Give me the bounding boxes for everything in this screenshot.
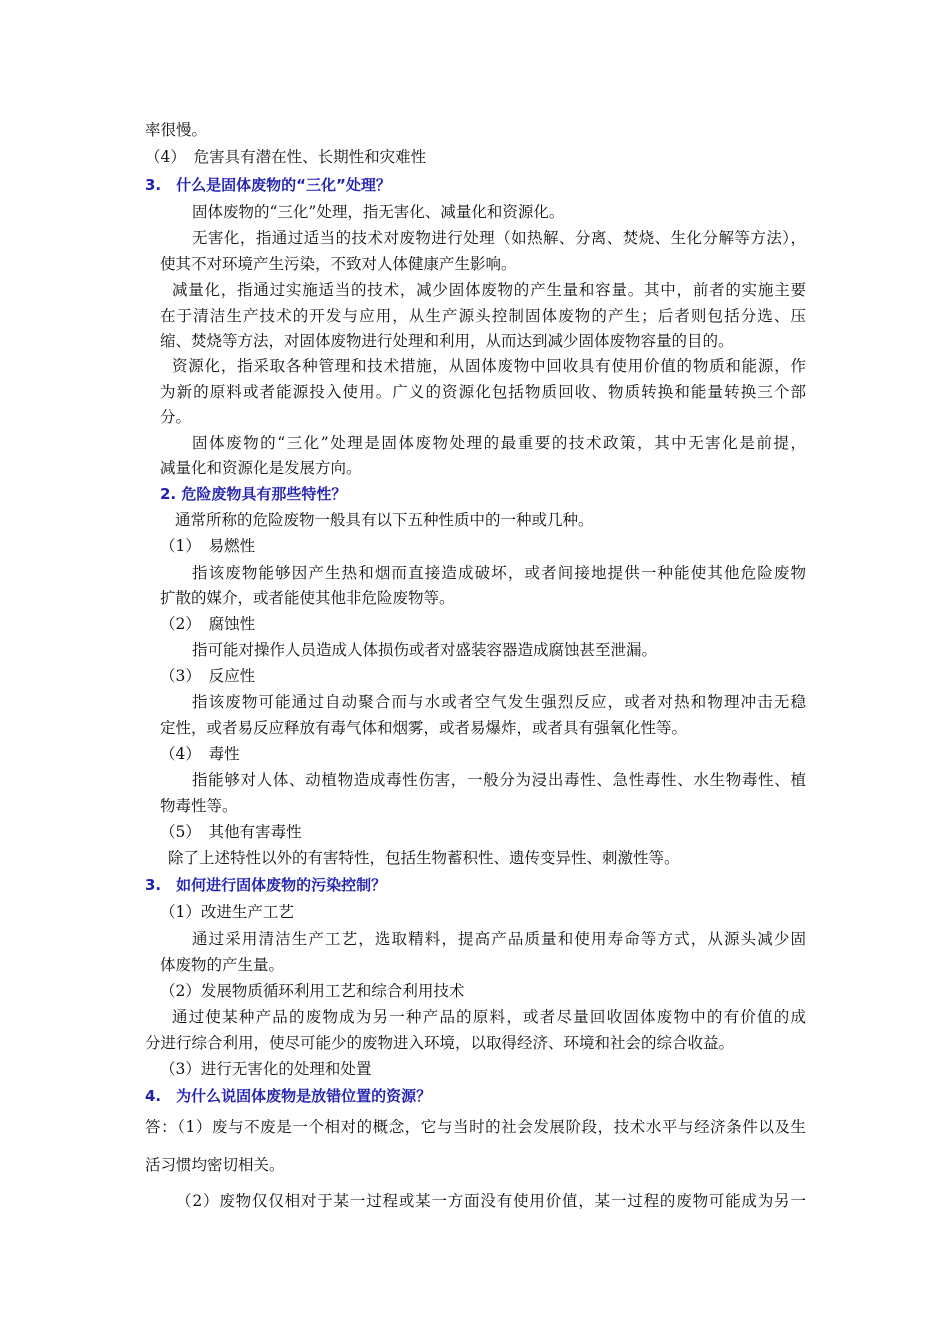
paragraph-line: 通过采用清洁生产工艺，选取精料，提高产品质量和使用寿命等方式，从源头减少固 <box>192 930 806 948</box>
list-item: （1） 易燃性 <box>160 537 256 555</box>
paragraph-line: 为新的原料或者能源投入使用。广义的资源化包括物质回收、物质转换和能量转换三个部 <box>160 383 806 401</box>
list-item: （2） 腐蚀性 <box>160 615 256 633</box>
list-item: （1）改进生产工艺 <box>160 903 294 921</box>
paragraph-line: 固体废物的“三化”处理是固体废物处理的最重要的技术政策，其中无害化是前提， <box>192 434 806 452</box>
paragraph-line: 率很慢。 <box>145 121 208 139</box>
paragraph-line: 使其不对环境产生污染，不致对人体健康产生影响。 <box>160 255 517 273</box>
paragraph-line: 通常所称的危险废物一般具有以下五种性质中的一种或几种。 <box>175 511 594 529</box>
section-heading: 4. 为什么说固体废物是放错位置的资源？ <box>145 1087 432 1105</box>
paragraph-line: 定性，或者易反应释放有毒气体和烟雾，或者易爆炸，或者具有强氧化性等。 <box>160 719 688 737</box>
paragraph-line: 体废物的产生量。 <box>160 956 285 974</box>
section-heading: 3. 什么是固体废物的“三化”处理？ <box>145 176 391 194</box>
paragraph-line: 在于清洁生产技术的开发与应用，从生产源头控制固体废物的产生；后者则包括分选、压 <box>160 307 806 325</box>
paragraph-line: 指可能对操作人员造成人体损伤或者对盛装容器造成腐蚀甚至泄漏。 <box>192 641 658 659</box>
paragraph-line: 减量化，指通过实施适当的技术，减少固体废物的产生量和容量。其中，前者的实施主要 <box>172 281 806 299</box>
paragraph-line: 通过使某种产品的废物成为另一种产品的原料，或者尽量回收固体废物中的有价值的成 <box>172 1008 806 1026</box>
paragraph-line: 指该废物可能通过自动聚合而与水或者空气发生强烈反应，或者对热和物理冲击无稳 <box>192 693 806 711</box>
paragraph-line: 固体废物的“三化”处理，指无害化、减量化和资源化。 <box>192 203 565 221</box>
list-item: （3） 反应性 <box>160 667 256 685</box>
list-item: （3）进行无害化的处理和处置 <box>160 1060 372 1078</box>
paragraph-line: 活习惯均密切相关。 <box>145 1156 285 1174</box>
paragraph-line: 分进行综合利用，使尽可能少的废物进入环境，以取得经济、环境和社会的综合收益。 <box>145 1034 735 1052</box>
list-item: （2）发展物质循环利用工艺和综合利用技术 <box>160 982 465 1000</box>
section-heading: 2. 危险废物具有那些特性？ <box>160 485 347 503</box>
paragraph-line: 资源化，指采取各种管理和技术措施，从固体废物中回收具有使用价值的物质和能源，作 <box>172 357 806 375</box>
paragraph-line: 答：（1）废与不废是一个相对的概念，它与当时的社会发展阶段，技术水平与经济条件以及生 <box>145 1118 806 1136</box>
paragraph-line: 无害化，指通过适当的技术对废物进行处理（如热解、分离、焚烧、生化分解等方法）， <box>192 229 806 247</box>
paragraph-line: （2）废物仅仅相对于某一过程或某一方面没有使用价值，某一过程的废物可能成为另一 <box>176 1192 806 1210</box>
paragraph-line: 除了上述特性以外的有害特性，包括生物蓄积性、遗传变异性、刺激性等。 <box>168 849 680 867</box>
paragraph-line: 指能够对人体、动植物造成毒性伤害，一般分为浸出毒性、急性毒性、水生物毒性、植 <box>192 771 806 789</box>
paragraph-line: 分。 <box>160 408 192 426</box>
list-item: （5） 其他有害毒性 <box>160 823 302 841</box>
list-item: （4） 危害具有潜在性、长期性和灾难性 <box>145 148 427 166</box>
section-heading: 3. 如何进行固体废物的污染控制？ <box>145 876 387 894</box>
paragraph-line: 缩、焚烧等方法，对固体废物进行处理和利用，从而达到减少固体废物容量的目的。 <box>160 332 734 350</box>
paragraph-line: 物毒性等。 <box>160 797 238 815</box>
list-item: （4） 毒性 <box>160 745 240 763</box>
paragraph-line: 指该废物能够因产生热和烟而直接造成破坏，或者间接地提供一种能使其他危险废物 <box>192 564 806 582</box>
paragraph-line: 扩散的媒介，或者能使其他非危险废物等。 <box>160 589 455 607</box>
paragraph-line: 减量化和资源化是发展方向。 <box>160 459 362 477</box>
